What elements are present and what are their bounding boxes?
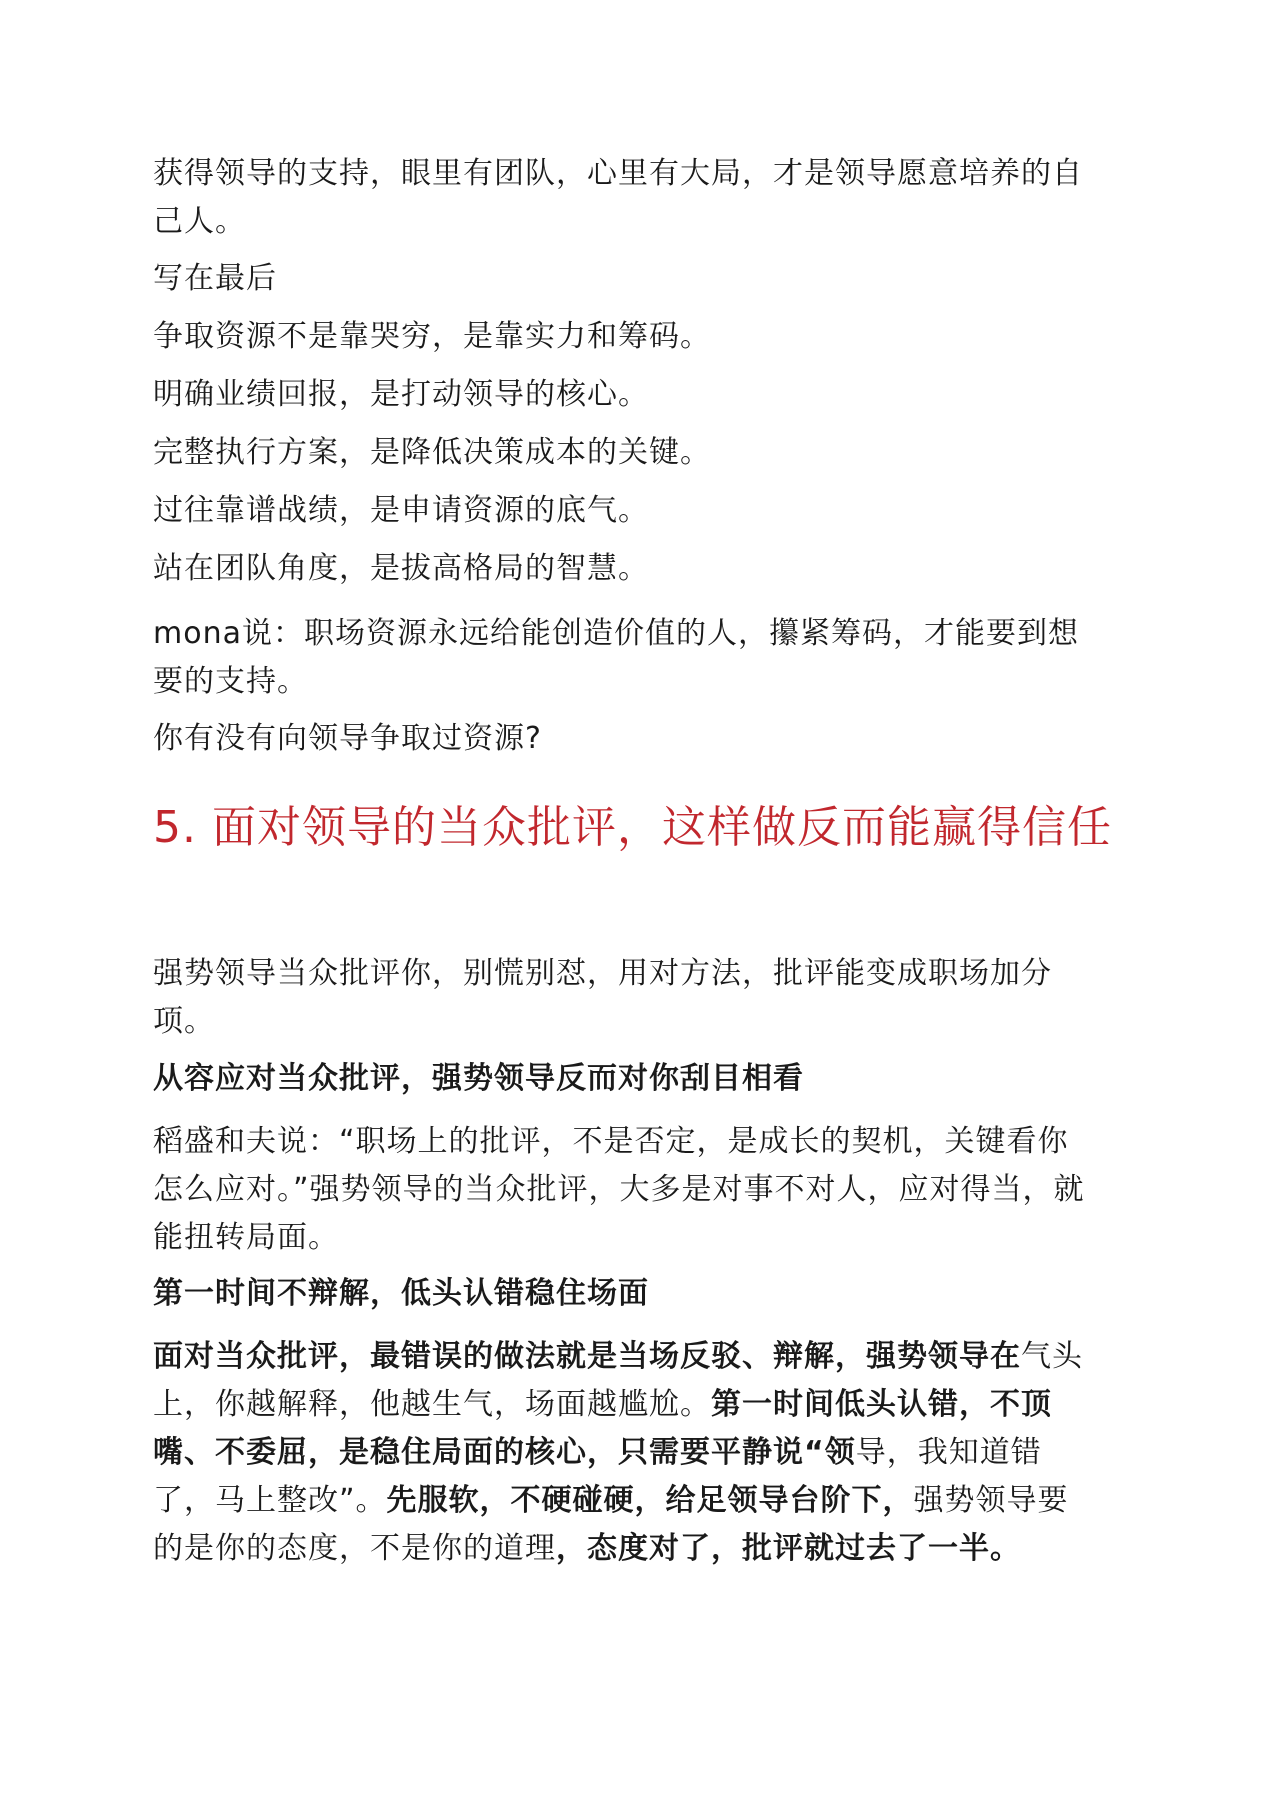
paragraph-team-view: 站在团队角度，是拔高格局的智慧。: [153, 551, 649, 586]
section-heading: 5. 面对领导的当众批评，这样做反而能赢得信任: [153, 802, 1112, 853]
body-segment: 强势领导要的是你的态度，不是你的道理: [153, 1483, 1069, 1566]
paragraph-admit-mistake: [153, 1333, 1088, 1573]
paragraph-execution: 完整执行方案，是降低决策成本的关键。: [153, 435, 711, 470]
subheading-no-excuses: 第一时间不辩解，低头认错稳住场面: [153, 1276, 649, 1311]
subheading-composure: 从容应对当众批评，强势领导反而对你刮目相看: [153, 1061, 804, 1096]
paragraph-closing-title: 写在最后: [153, 261, 277, 296]
paragraph-performance: 明确业绩回报，是打动领导的核心。: [153, 377, 649, 412]
paragraph-support: 获得领导的支持，眼里有团队，心里有大局，才是领导愿意培养的自己人。: [153, 156, 1083, 239]
body-segment: 导，我知道错了，马上整改”。: [153, 1435, 1042, 1518]
section-intro: 强势领导当众批评你，别慌别怼，用对方法，批评能变成职场加分项。: [153, 956, 1052, 1039]
paragraph-mona-quote: mona说：职场资源永远给能创造价值的人，攥紧筹码，才能要到想要的支持。: [153, 616, 1079, 699]
paragraph-resources: 争取资源不是靠哭穷，是靠实力和筹码。: [153, 319, 711, 354]
body-segment: 第一时间低头认错，不顶嘴、不委屈，是稳住局面的核心，只需要平静说“领: [153, 1387, 1052, 1470]
body-segment: 先服软，不硬碰硬，给足领导台阶下，: [386, 1483, 914, 1518]
body-segment: 气头上，你越解释，他越生气，场面越尴尬。: [153, 1339, 1083, 1422]
paragraph-track-record: 过往靠谱战绩，是申请资源的底气。: [153, 493, 649, 528]
body-segment: 面对当众批评，最错误的做法就是当场反驳、辩解，强势领导在: [153, 1339, 1021, 1374]
paragraph-inamori-quote: 稻盛和夫说：“职场上的批评，不是否定，是成长的契机，关键看你怎么应对。”强势领导的当众批评，大多是对事不对人，应对得当，就能扭转局面。: [153, 1124, 1085, 1255]
body-segment: ，态度对了，批评就过去了一半。: [556, 1531, 1021, 1566]
paragraph-question: 你有没有向领导争取过资源?: [153, 721, 542, 756]
